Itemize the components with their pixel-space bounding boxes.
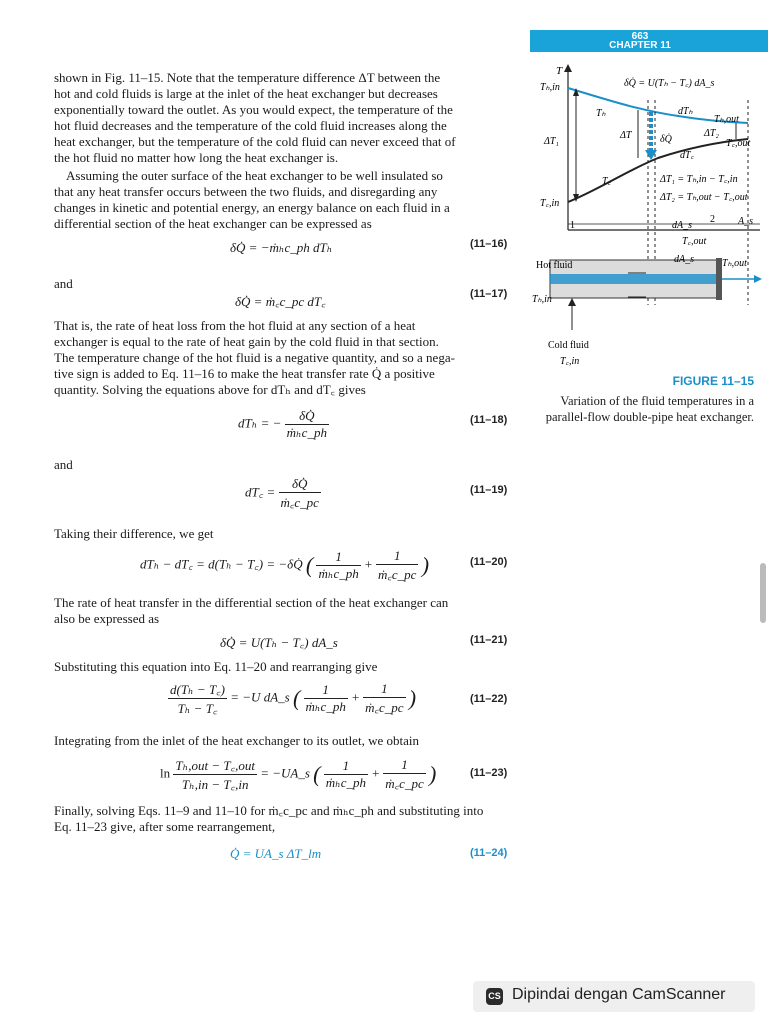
equation-number: (11–24) — [470, 847, 508, 859]
fraction-numerator: 1 — [376, 548, 418, 565]
text-line: heat exchanger, but the temperature of the cold fluid can never exceed that of — [54, 134, 456, 149]
plus-sign: + — [351, 689, 360, 705]
label-dt2: ΔT₂ — [704, 128, 719, 139]
text-line: shown in Fig. 11–15. Note that the temperature difference ΔT between the — [54, 70, 441, 85]
fraction-denominator: ṁ꜀c_pc — [280, 495, 319, 510]
equation-number: (11–17) — [470, 288, 508, 300]
paragraph-7: Integrating from the inlet of the heat exchanger to its outlet, we obtain — [54, 733, 419, 748]
paragraph-4: Taking their difference, we get — [54, 526, 214, 541]
fraction-denominator: ṁₕc_ph — [318, 566, 359, 581]
label-tc-out-r: T꜀,out — [726, 138, 751, 149]
equation-lhs: dT꜀ = — [245, 484, 276, 500]
fraction-denominator: Tₕ,in − T꜀,in — [181, 777, 249, 792]
text-line: Assuming the outer surface of the heat exchanger to be well insulated so — [66, 168, 443, 183]
plus-sign: + — [364, 556, 373, 572]
fraction — [363, 681, 405, 716]
paren-close: ) — [428, 761, 437, 787]
paren-close: ) — [408, 685, 417, 711]
label-dtc: dT꜀ — [680, 150, 695, 161]
fraction-numerator: 1 — [304, 682, 348, 699]
label-th-in: Tₕ,in — [540, 82, 560, 93]
fraction-numerator: 1 — [383, 757, 425, 774]
label-dth: dTₕ — [678, 106, 693, 117]
label-one: 1 — [570, 220, 575, 231]
fraction — [316, 549, 360, 582]
ln-operator: ln — [160, 765, 171, 781]
paren-open: ( — [292, 685, 301, 711]
text-line: exchanger is equal to the rate of heat gain by the cold fluid in that section. — [54, 334, 439, 349]
text-line: The temperature change of the hot fluid is a negative quantity, and so a nega- — [54, 350, 455, 365]
equation-11-24: Q̇ = UA_s ΔT_lm — [230, 846, 322, 861]
text-line: differential section of the heat exchanger can be expressed as — [54, 216, 372, 231]
label-tc-in-bottom: T꜀,in — [560, 356, 580, 367]
equation-11-23 — [160, 756, 436, 793]
text-line: also be expressed as — [54, 611, 160, 626]
label-dt: ΔT — [620, 130, 632, 141]
equation-11-21: δQ̇ = U(Tₕ − T꜀) dA_s — [220, 635, 338, 650]
fraction-numerator: δQ̇ — [285, 408, 329, 425]
plus-sign: + — [371, 765, 381, 781]
equation-lhs: dTₕ = − — [238, 415, 282, 431]
parallel-flow-diagram — [528, 60, 768, 370]
fraction — [168, 680, 227, 717]
fraction-denominator: Tₕ − T꜀ — [177, 701, 218, 716]
paren-open: ( — [305, 552, 314, 578]
text-line: tive sign is added to Eq. 11–16 to make the heat transfer rate Q̇ a positive — [54, 366, 435, 381]
fraction-numerator: Tₕ,out − T꜀,out — [175, 758, 255, 773]
connector-text: and — [54, 276, 73, 291]
label-th: Tₕ — [596, 108, 606, 119]
label-tc-in: T꜀,in — [540, 198, 560, 209]
fraction-denominator: ṁₕc_ph — [325, 775, 367, 790]
label-th-out: Tₕ,out — [714, 114, 739, 125]
fraction-numerator: d(Tₕ − T꜀) — [170, 682, 226, 697]
chapter-title: CHAPTER 11 — [609, 40, 671, 51]
equation-11-16: δQ̇ = −ṁₕc_ph dTₕ — [230, 240, 333, 255]
text-line: exponentially toward the outlet. As you would expect, the temperature of the — [54, 102, 453, 117]
label-tc: T꜀ — [602, 176, 612, 187]
equation-number: (11–19) — [470, 484, 508, 496]
label-as: A_s — [738, 216, 753, 227]
text-line: the hot fluid no matter how long the heat exchanger is. — [54, 150, 339, 165]
label-das-top: dA_s — [672, 220, 692, 231]
label-def1: ΔT₁ = Tₕ,in − T꜀,in — [660, 174, 738, 185]
fraction — [285, 408, 329, 441]
text-line: quantity. Solving the equations above for dTₕ and dT꜀ gives — [54, 382, 366, 397]
label-cold-fluid: Cold fluid — [548, 340, 589, 351]
paren-open: ( — [313, 761, 321, 787]
figure-title: FIGURE 11–15 — [672, 374, 754, 388]
text-line: that any heat transfer occurs between the two fluids, and disregarding any — [54, 184, 438, 199]
label-das: dA_s — [674, 254, 694, 265]
text-line: That is, the rate of heat loss from the hot fluid at any section of a heat — [54, 318, 416, 333]
fraction-denominator: ṁ꜀c_pc — [365, 700, 404, 715]
label-def2: ΔT₂ = Tₕ,out − T꜀,out — [660, 192, 748, 203]
equation-11-19 — [245, 476, 321, 511]
fraction — [173, 756, 257, 793]
fraction-numerator: 1 — [363, 681, 405, 698]
fraction-denominator: ṁ꜀c_pc — [385, 776, 424, 791]
equation-11-22 — [168, 680, 416, 717]
text-line: changes in kinetic and potential energy, an energy balance on each fluid in a — [54, 200, 450, 215]
fraction-denominator: ṁ꜀c_pc — [378, 567, 417, 582]
text-line: hot fluid decreases and the temperature of the cold fluid increases along the — [54, 118, 447, 133]
equation-lhs: dTₕ − dT꜀ = d(Tₕ − T꜀) = −δQ̇ — [140, 556, 303, 572]
camscanner-text: Dipindai dengan CamScanner — [512, 986, 726, 1003]
equation-number: (11–23) — [470, 767, 508, 779]
page-number: 663 — [631, 31, 649, 42]
equation-middle: = −UA_s — [260, 765, 310, 781]
figure-caption: Variation of the fluid temperatures in a parallel-flow double-pipe heat exchanger. — [545, 394, 754, 424]
label-th-in-bottom: Tₕ,in — [532, 294, 552, 305]
equation-number: (11–22) — [470, 693, 508, 705]
fraction — [383, 757, 425, 792]
equation-11-20 — [140, 548, 429, 583]
text-line: hot and cold fluids is large at the inlet of the heat exchanger but decreases — [54, 86, 438, 101]
equation-number: (11–18) — [470, 414, 508, 426]
label-hot-fluid: Hot fluid — [536, 260, 573, 271]
text-line: Eq. 11–23 give, after some rearrangement, — [54, 819, 276, 834]
fraction-numerator: δQ̇ — [279, 476, 321, 493]
text-line: Finally, solving Eqs. 11–9 and 11–10 for ṁ꜀c_pc and ṁₕc_ph and substituting into — [54, 803, 484, 818]
label-dq-small: δQ̇ — [660, 134, 672, 145]
label-tc-out: T꜀,out — [682, 236, 707, 247]
fraction — [279, 476, 321, 511]
label-dt1: ΔT₁ — [544, 136, 559, 147]
fraction-numerator: 1 — [324, 758, 368, 775]
camscanner-icon: CS — [486, 988, 503, 1005]
equation-number: (11–16) — [470, 238, 508, 250]
axis-label-T: T — [556, 65, 563, 77]
label-two: 2 — [710, 214, 715, 225]
paren-close: ) — [421, 552, 430, 578]
equation-number: (11–21) — [470, 634, 508, 646]
label-dq-equation: δQ̇ = U(Tₕ − T꜀) dA_s — [624, 78, 715, 89]
fraction-denominator: ṁₕc_ph — [286, 425, 327, 440]
scrollbar[interactable] — [760, 563, 766, 623]
label-th-out-bottom: Tₕ,out — [722, 258, 747, 269]
fraction-numerator: 1 — [316, 549, 360, 566]
connector-text: and — [54, 457, 73, 472]
equation-11-17: δQ̇ = ṁ꜀c_pc dT꜀ — [235, 294, 326, 309]
text-line: The rate of heat transfer in the differential section of the heat exchanger can — [54, 595, 449, 610]
paragraph-6: Substituting this equation into Eq. 11–20 and rearranging give — [54, 659, 378, 674]
equation-number: (11–20) — [470, 556, 508, 568]
fraction-denominator: ṁₕc_ph — [305, 699, 346, 714]
equation-11-18 — [238, 408, 329, 441]
fraction — [376, 548, 418, 583]
fraction — [304, 682, 348, 715]
equation-middle: = −U dA_s — [230, 689, 290, 705]
fraction — [324, 758, 368, 791]
